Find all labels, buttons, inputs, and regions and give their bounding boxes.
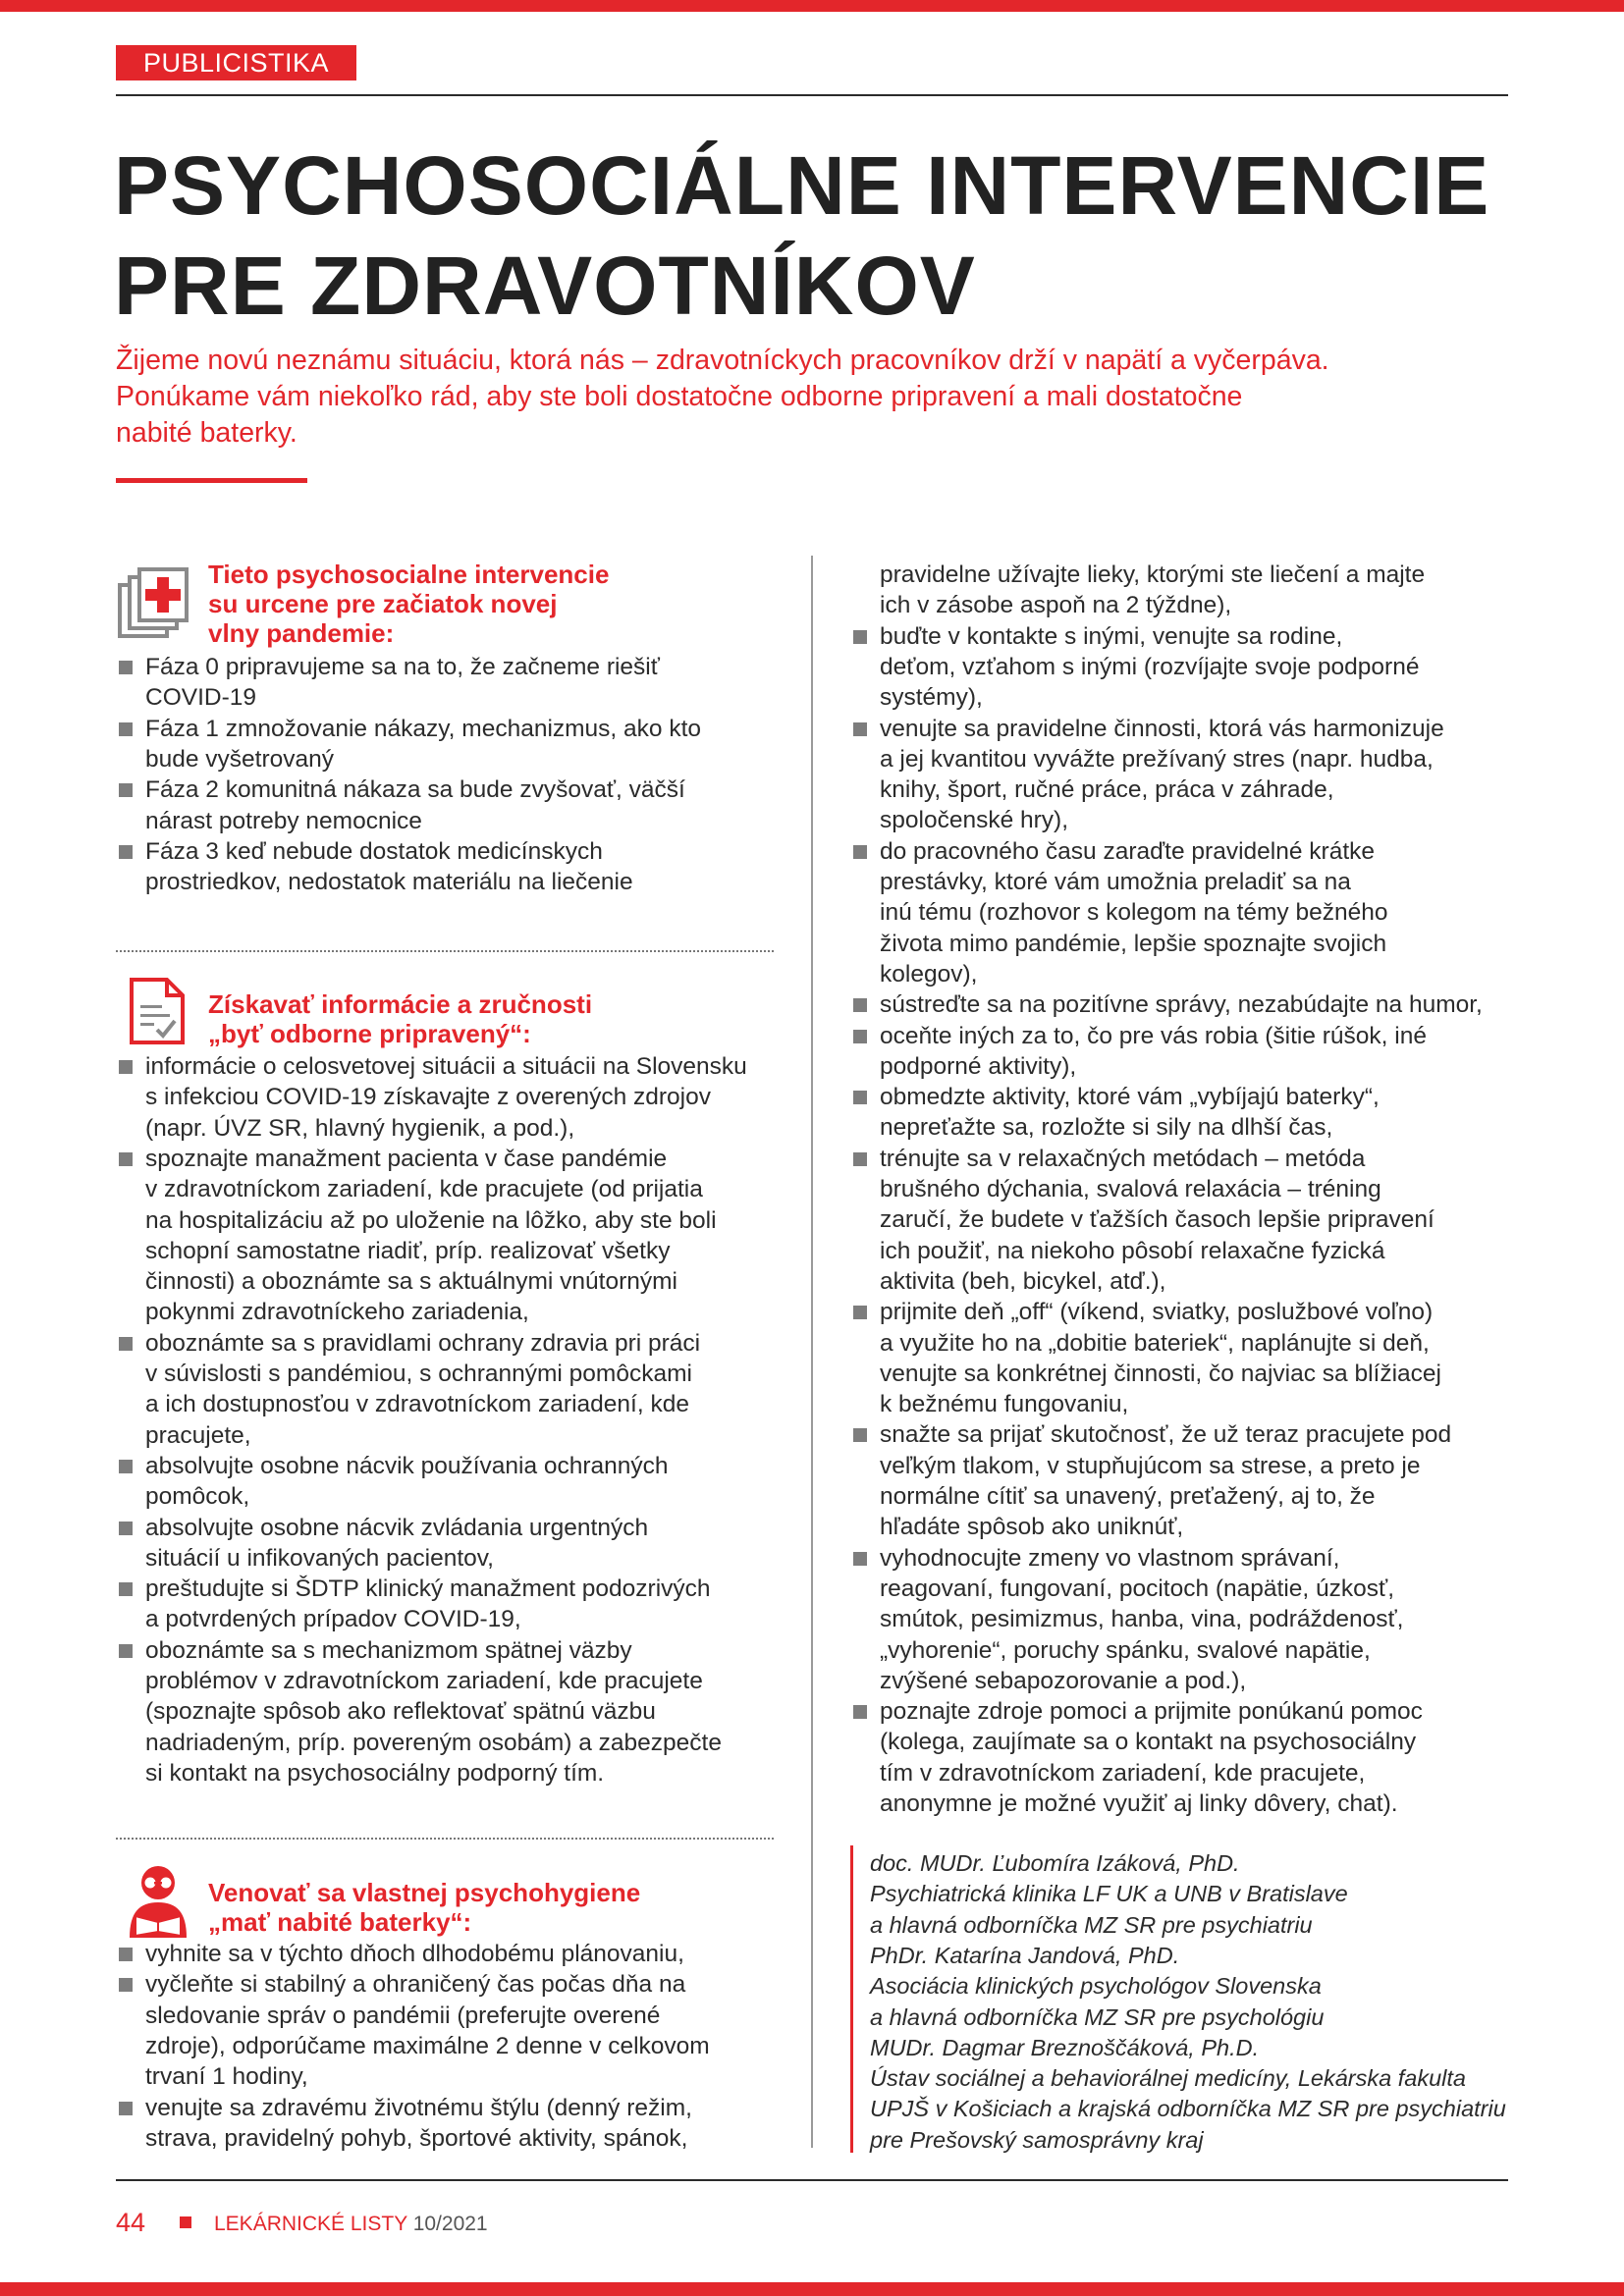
list-item: informácie o celosvetovej situácii a situácii na Slovensku	[145, 1053, 747, 1080]
heading-line: Získavať informácie a zručnosti	[208, 989, 593, 1019]
credit-line: a hlavná odborníčka MZ SR pre psychiatriu	[870, 1911, 1313, 1938]
list-item-continuation: pravidelne užívajte lieky, ktorými ste liečení a majte	[880, 561, 1426, 588]
box1-heading	[208, 560, 609, 648]
list-item-continuation: ich v zásobe aspoň na 2 týždne),	[880, 592, 1232, 619]
list-item: absolvujte osobne nácvik zvládania urgentných	[145, 1514, 649, 1541]
list-item-continuation: činnosti) a oboznámte sa s aktuálnymi vnútornými	[145, 1268, 677, 1296]
bullet-square-icon	[119, 1460, 133, 1473]
issue-number: 10/2021	[412, 2213, 488, 2235]
bullet-square-icon	[119, 783, 133, 797]
list-item-continuation: ich použiť, na niekoho pôsobí relaxačne fyzická	[880, 1237, 1385, 1264]
list-item-continuation: (spoznajte spôsob ako reflektovať spätnú väzbu	[145, 1698, 656, 1726]
list-item-continuation: nadriadeným, príp. povereným osobám) a zabezpečte	[145, 1729, 722, 1756]
list-item-continuation: systémy),	[880, 684, 983, 712]
article-lead	[116, 343, 1392, 452]
credit-line: Asociácia klinických psychológov Slovenska	[870, 1973, 1322, 2000]
list-item-continuation: a ich dostupnosťou v zdravotníckom zariadení, kde	[145, 1391, 689, 1418]
list-item: Fáza 3 keď nebude dostatok medicínskych	[145, 837, 603, 865]
heading-line: vlny pandemie:	[208, 618, 395, 648]
list-item-continuation: tím v zdravotníckom zariadení, kde pracujete,	[880, 1759, 1366, 1787]
list-item: do pracovného času zaraďte pravidelné krátke	[880, 837, 1375, 865]
list-item-continuation: nepreťažte sa, rozložte si sily na dlhší čas,	[880, 1114, 1333, 1142]
section-separator	[116, 1838, 774, 1840]
list-item: venujte sa pravidelne činnosti, ktorá vás harmonizuje	[880, 715, 1444, 742]
list-item-continuation: COVID-19	[145, 684, 257, 712]
list-item-continuation: problémov v zdravotníckom zariadení, kde pracujete	[145, 1668, 703, 1694]
list-item-continuation: v súvislosti s pandémiou, s ochrannými pomôckami	[145, 1361, 692, 1387]
list-item-continuation: strava, pravidelný pohyb, športové aktivity, spánok,	[145, 2124, 688, 2152]
article-title	[114, 135, 1528, 336]
list-item: vyhnite sa v týchto dňoch dlhodobému plánovaniu,	[145, 1941, 684, 1967]
credit-line: pre Prešovský samosprávny kraj	[870, 2126, 1204, 2153]
list-item-continuation: „vyhorenie“, poruchy spánku, svalové napätie,	[880, 1636, 1371, 1664]
credit-line: Ústav sociálnej a behaviorálnej medicíny, Lekárska fakulta	[870, 2065, 1466, 2092]
credit-line: Psychiatrická klinika LF UK a UNB v Bratislave	[870, 1881, 1348, 1907]
list-item: snažte sa prijať skutočnosť, že už teraz pracujete pod	[880, 1421, 1452, 1449]
box3-heading	[208, 1878, 640, 1937]
list-item: absolvujte osobne nácvik používania ochranných	[145, 1452, 669, 1479]
bullet-square-icon	[119, 1978, 133, 1992]
list-item-continuation: spoločenské hry),	[880, 807, 1069, 834]
list-item-continuation: trvaní 1 hodiny,	[145, 2063, 308, 2091]
list-item-continuation: schopní samostatne riadiť, príp. realizovať všetky	[145, 1237, 671, 1264]
credit-line: a hlavná odborníčka MZ SR pre psychológiu	[870, 2003, 1325, 2030]
list-item: poznajte zdroje pomoci a prijmite ponúkanú pomoc	[880, 1698, 1423, 1726]
list-item-continuation: kolegov),	[880, 960, 978, 988]
page-number: 44	[116, 2208, 146, 2237]
bottom-accent-bar	[0, 2282, 1624, 2296]
bullet-square-icon	[853, 1152, 867, 1166]
list-item: Fáza 0 pripravujeme sa na to, že začneme riešiť	[145, 654, 660, 680]
list-item-continuation: si kontakt na psychosociálny podporný tím.	[145, 1759, 605, 1787]
list-item: preštudujte si ŠDTP klinický manažment podozrivých	[145, 1575, 711, 1603]
bullet-square-icon	[853, 1552, 867, 1566]
list-item: prijmite deň „off“ (víkend, sviatky, poslužbové voľno)	[880, 1299, 1434, 1326]
list-item-continuation: na hospitalizáciu až po uloženie na lôžko, aby ste boli	[145, 1206, 717, 1234]
list-item: Fáza 1 zmnožovanie nákazy, mechanizmus, ako kto	[145, 715, 702, 742]
list-item-continuation: nárast potreby nemocnice	[145, 807, 422, 834]
list-item-continuation: pomôcok,	[145, 1483, 250, 1511]
credits-accent-rule	[850, 1845, 853, 2153]
heading-line: su urcene pre začiatok novej	[208, 589, 558, 618]
bullet-square-icon	[119, 2102, 133, 2115]
person-reading-icon	[122, 1863, 194, 1938]
heading-line: „mať nabité baterky“:	[208, 1907, 472, 1937]
list-item-continuation: prostriedkov, nedostatok materiálu na liečenie	[145, 869, 633, 896]
list-item-continuation: aktivita (beh, bicykel, atď.),	[880, 1267, 1166, 1295]
list-item-continuation: bude vyšetrovaný	[145, 745, 335, 773]
lead-line: Ponúkame vám niekoľko rád, aby ste boli dostatočne odborne pripravení a mali dostatočne	[116, 381, 1243, 412]
list-item: oceňte iných za to, čo pre vás robia (šitie rúšok, iné	[880, 1022, 1427, 1049]
list-item-continuation: deťom, vzťahom s inými (rozvíjajte svoje podporné	[880, 653, 1420, 680]
list-item: venujte sa zdravému životnému štýlu (denný režim,	[145, 2094, 692, 2121]
heading-line: Venovať sa vlastnej psychohygiene	[208, 1878, 641, 1907]
bullet-square-icon	[119, 1582, 133, 1596]
list-item-continuation: smútok, pesimizmus, hanba, vina, podráždenosť,	[880, 1606, 1404, 1633]
list-item-continuation: k bežnému fungovaniu,	[880, 1391, 1129, 1418]
list-item: vyčleňte si stabilný a ohraničený čas počas dňa na	[145, 1971, 686, 1999]
header-rule	[116, 94, 1508, 96]
list-item-continuation: inú tému (rozhovor s kolegom na témy bežného	[880, 899, 1388, 927]
bullet-square-icon	[853, 998, 867, 1012]
list-item-continuation: zaručí, že budete v ťažších časoch lepšie pripravení	[880, 1206, 1435, 1234]
heading-line: Tieto psychosocialne intervencie	[208, 560, 610, 589]
list-item-continuation: reagovaní, fungovaní, pocitoch (napätie, úzkosť,	[880, 1575, 1395, 1602]
list-item-continuation: veľkým tlakom, v stupňujúcom sa strese, a preto je	[880, 1452, 1421, 1479]
bullet-square-icon	[853, 845, 867, 859]
list-item-continuation: brušného dýchania, svalová relaxácia – tréning	[880, 1176, 1381, 1202]
list-item-continuation: života mimo pandémie, lepšie spoznajte svojich	[880, 930, 1387, 957]
list-item: vyhodnocujte zmeny vo vlastnom správaní,	[880, 1544, 1340, 1572]
list-item: Fáza 2 komunitná nákaza sa bude zvyšovať, väčší	[145, 776, 685, 804]
bullet-square-icon	[119, 1948, 133, 1961]
list-item: trénujte sa v relaxačných metódach – metóda	[880, 1145, 1366, 1172]
list-item-continuation: situácií u infikovaných pacientov,	[145, 1544, 494, 1572]
bullet-square-icon	[853, 1428, 867, 1442]
footer-rule	[116, 2179, 1508, 2181]
credit-line: PhDr. Katarína Jandová, PhD.	[870, 1942, 1180, 1968]
bullet-square-icon	[853, 1030, 867, 1043]
lead-line: Žijeme novú neznámu situáciu, ktorá nás – zdravotníckych pracovníkov drží v napätí a vyčerpáva.	[116, 345, 1329, 376]
column-divider	[811, 556, 813, 2148]
bullet-square-icon	[853, 722, 867, 736]
credit-line: UPJŠ v Košiciach a krajská odborníčka MZ SR pre psychiatriu	[870, 2096, 1506, 2122]
list-item-continuation: pokynmi zdravotníckeho zariadenia,	[145, 1299, 529, 1326]
list-item-continuation: knihy, šport, ručné práce, práca v záhrade,	[880, 776, 1334, 804]
list-item-continuation: prestávky, ktoré vám umožnia preladiť sa na	[880, 869, 1351, 895]
bullet-square-icon	[853, 630, 867, 644]
box2-heading	[208, 989, 592, 1048]
bullet-square-icon	[119, 1060, 133, 1074]
bullet-square-icon	[853, 1091, 867, 1104]
footer-publication	[214, 2210, 488, 2239]
heading-line: „byť odborne pripravený“:	[208, 1019, 531, 1048]
list-item-continuation: hľadáte spôsob ako uniknúť,	[880, 1514, 1184, 1541]
top-accent-bar	[0, 0, 1624, 12]
bullet-square-icon	[119, 661, 133, 674]
list-item-continuation: s infekciou COVID-19 získavajte z overených zdrojov	[145, 1084, 711, 1111]
lead-underline	[116, 478, 307, 483]
list-item-continuation: (kolega, zaujímate sa o kontakt na psychosociálny	[880, 1729, 1417, 1756]
list-item-continuation: zdroje), odporúčame maximálne 2 denne v celkovom	[145, 2032, 710, 2059]
list-item-continuation: a potvrdených prípadov COVID-19,	[145, 1606, 521, 1633]
bullet-square-icon	[853, 1306, 867, 1319]
footer-square-icon	[180, 2216, 191, 2228]
bullet-square-icon	[119, 845, 133, 859]
list-item-continuation: zvýšené sebapozorovanie a pod.),	[880, 1667, 1247, 1694]
bullet-square-icon	[853, 1705, 867, 1719]
bullet-square-icon	[119, 1152, 133, 1166]
bullet-square-icon	[119, 1337, 133, 1351]
section-tag: PUBLICISTIKA	[116, 45, 356, 80]
list-item-continuation: a využite ho na „dobitie bateriek“, naplánujte si deň,	[880, 1329, 1430, 1357]
list-item-continuation: a jej kvantitou vyvážte prežívaný stres (napr. hudba,	[880, 745, 1434, 773]
list-item-continuation: pracujete,	[145, 1421, 251, 1449]
list-item: obmedzte aktivity, ktoré vám „vybíjajú baterky“,	[880, 1084, 1380, 1111]
list-item: oboznámte sa s mechanizmom spätnej väzby	[145, 1636, 632, 1664]
bullet-square-icon	[119, 722, 133, 736]
bullet-square-icon	[119, 1644, 133, 1658]
bullet-square-icon	[119, 1522, 133, 1535]
list-item-continuation: (napr. ÚVZ SR, hlavný hygienik, a pod.),	[145, 1114, 575, 1142]
list-item: spoznajte manažment pacienta v čase pandémie	[145, 1145, 668, 1172]
list-item: oboznámte sa s pravidlami ochrany zdravia pri práci	[145, 1329, 701, 1357]
title-line: PSYCHOSOCIÁLNE INTERVENCIE	[114, 139, 1490, 232]
list-item-continuation: podporné aktivity),	[880, 1052, 1077, 1080]
list-item-continuation: anonymne je možné využiť aj linky dôvery, chat).	[880, 1790, 1398, 1817]
list-item-continuation: venujte sa konkrétnej činnosti, čo najviac sa blížiacej	[880, 1360, 1441, 1387]
title-line: PRE ZDRAVOTNÍKOV	[114, 240, 976, 332]
publication-name: LEKÁRNICKÉ LISTY	[214, 2213, 407, 2235]
list-item: buďte v kontakte s inými, venujte sa rodine,	[880, 622, 1343, 650]
list-item-continuation: v zdravotníckom zariadení, kde pracujete (od prijatia	[145, 1176, 703, 1203]
list-item: sústreďte sa na pozitívne správy, nezabúdajte na humor,	[880, 991, 1483, 1019]
checklist-document-icon	[128, 976, 187, 1046]
section-separator	[116, 950, 774, 952]
credit-line: MUDr. Dagmar Breznoščáková, Ph.D.	[870, 2034, 1260, 2060]
credit-line: doc. MUDr. Ľubomíra Izáková, PhD.	[870, 1850, 1240, 1876]
list-item-continuation: normálne cítiť sa unavený, preťažený, aj to, že	[880, 1483, 1376, 1510]
first-aid-documents-icon	[116, 565, 196, 640]
lead-line: nabité baterky.	[116, 417, 298, 449]
list-item-continuation: sledovanie správ o pandémii (preferujte overené	[145, 2002, 661, 2029]
